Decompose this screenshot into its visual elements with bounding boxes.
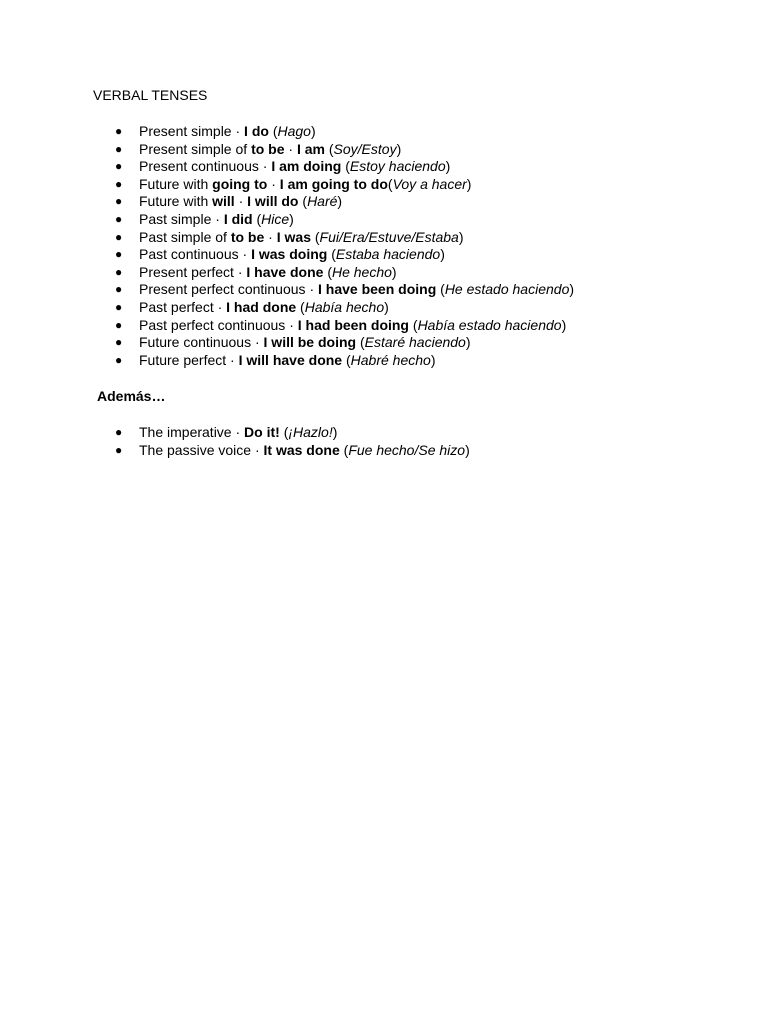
separator: · — [262, 158, 268, 175]
example-form: I am — [296, 140, 325, 157]
tense-name: Future with — [139, 175, 213, 192]
separator: · — [215, 210, 220, 227]
tense-name: Past simple of — [139, 228, 231, 245]
example-form: I do — [244, 123, 269, 139]
tense-name: Past perfect — [139, 298, 218, 315]
tense-keyword: going to — [212, 175, 268, 192]
list-item: ● Present simple of to be · I am (Soy/Estoy) — [115, 140, 402, 157]
tense-name: Past continuous — [139, 246, 243, 263]
list-item: ● Future with will · I will do (Haré) — [115, 193, 343, 210]
bullet-icon: ● — [115, 317, 123, 332]
tense-keyword: to be — [251, 140, 285, 157]
list-item: ● The passive voice · It was done (Fue hecho/Se hizo) — [115, 441, 470, 458]
list-item: ● Present simple · I do (Hago) — [115, 123, 316, 139]
bullet-icon: ● — [115, 211, 123, 226]
tense-name: Future perfect — [139, 351, 231, 368]
spanish-translation: Fue hecho/Se hizo — [348, 441, 466, 458]
spacer — [311, 229, 315, 245]
separator: · — [289, 316, 294, 333]
spanish-translation: Estaré haciendo — [364, 334, 466, 351]
spacer — [340, 442, 344, 458]
list-item: ● Present perfect continuous · I have been doing (He estado haciendo) — [115, 281, 575, 298]
list-item: ● Past continuous · I was doing (Estaba haciendo) — [115, 246, 445, 263]
separator: · — [271, 175, 276, 192]
list-item: ● Past simple of to be · I was (Fui/Era/Estuve/Estaba) — [115, 228, 464, 245]
tense-name: Future continuous — [139, 334, 255, 351]
list-item: ● Future with going to · I am going to do(Voy a hacer) — [115, 175, 472, 192]
spanish-translation: Haré — [307, 193, 338, 210]
separator: · — [237, 263, 243, 280]
example-form: I have been doing — [318, 281, 437, 298]
example-form: I was — [276, 228, 311, 245]
bullet-icon: ● — [115, 335, 123, 350]
spacer — [269, 123, 273, 139]
separator: · — [238, 193, 244, 210]
separator: · — [242, 246, 248, 263]
tense-list — [0, 123, 574, 369]
spacer — [356, 334, 360, 350]
spanish-translation: Había estado haciendo — [417, 316, 562, 333]
spanish-translation: Estaba haciendo — [335, 246, 441, 263]
tense-name: Present perfect — [139, 263, 238, 280]
example-form: I was doing — [251, 246, 328, 263]
example-form: I am going to do — [279, 175, 388, 192]
separator: · — [217, 298, 223, 315]
tense-name: The imperative — [139, 424, 236, 440]
spacer — [280, 424, 284, 440]
bullet-icon: ● — [115, 299, 123, 314]
spanish-translation: Hice — [261, 210, 290, 227]
spacer — [341, 158, 345, 174]
example-form: I will do — [247, 193, 299, 210]
tense-name: Present simple — [139, 123, 236, 139]
tense-name: Present continuous — [139, 158, 263, 175]
bullet-icon: ● — [115, 229, 123, 244]
tense-name: Past simple — [139, 210, 216, 227]
separator: · — [268, 228, 273, 245]
spanish-translation: Fui/Era/Estuve/Estaba — [319, 228, 459, 245]
spanish-translation: Voy a hacer — [392, 175, 467, 192]
list-item: ● Future perfect · I will have done (Habré hecho) — [115, 351, 436, 368]
spacer — [323, 264, 327, 280]
spanish-translation: ¡Hazlo! — [288, 424, 333, 440]
spanish-translation: Estoy haciendo — [349, 158, 446, 175]
bullet-icon: ● — [115, 352, 123, 367]
separator: · — [309, 281, 315, 298]
example-form: I will have done — [238, 351, 343, 368]
spanish-translation: Había hecho — [304, 298, 385, 315]
tense-name: Future with — [139, 193, 213, 210]
spacer — [409, 317, 413, 333]
list-item: ● The imperative · Do it! (¡Hazlo!) — [115, 424, 338, 440]
spacer — [342, 352, 346, 368]
spanish-translation: Soy/Estoy — [333, 140, 397, 157]
bullet-icon: ● — [115, 176, 123, 191]
spacer — [327, 246, 331, 262]
list-item: ● Past perfect · I had done (Había hecho) — [115, 298, 389, 315]
list-item: ● Past simple · I did (Hice) — [115, 210, 294, 227]
spacer — [299, 193, 303, 209]
bullet-icon: ● — [115, 141, 123, 156]
spanish-translation: Habré hecho — [350, 351, 431, 368]
list-item: ● Past perfect continuous · I had been doing (Había estado haciendo) — [115, 316, 567, 333]
example-form: I have done — [246, 263, 324, 280]
example-form: I am doing — [271, 158, 342, 175]
tense-keyword: to be — [230, 228, 265, 245]
separator: · — [235, 424, 241, 440]
document-title: VERBAL TENSES — [93, 87, 208, 103]
spanish-translation: Hago — [277, 123, 311, 139]
bullet-icon: ● — [115, 159, 123, 174]
bullet-icon: ● — [115, 247, 123, 262]
list-item: ● Future continuous · I will be doing (Estaré haciendo) — [115, 334, 471, 351]
bullet-icon: ● — [115, 282, 123, 297]
list-item: ● Present perfect · I have done (He hecho) — [115, 263, 397, 280]
spanish-translation: He estado haciendo — [444, 281, 570, 298]
tense-name: Present simple of — [139, 140, 252, 157]
bullet-icon: ● — [115, 124, 123, 138]
section-heading-ademas: Además… — [97, 388, 166, 404]
separator: · — [254, 441, 260, 458]
separator: · — [230, 351, 235, 368]
separator: · — [288, 140, 294, 157]
example-form: It was done — [263, 441, 340, 458]
separator: · — [254, 334, 260, 351]
bullet-icon: ● — [115, 425, 123, 439]
bullet-icon: ● — [115, 442, 123, 457]
separator: · — [235, 123, 241, 139]
bullet-icon: ● — [115, 194, 123, 209]
bullet-icon: ● — [115, 264, 123, 279]
example-form: I will be doing — [263, 334, 357, 351]
spacer — [253, 211, 257, 227]
tense-keyword: will — [212, 193, 235, 210]
spacer — [325, 141, 329, 157]
list-item: ● Present continuous · I am doing (Estoy haciendo) — [115, 158, 451, 175]
example-form: Do it! — [244, 424, 280, 440]
spacer — [436, 281, 440, 297]
spacer — [296, 299, 300, 315]
tense-name: The passive voice — [139, 441, 255, 458]
tense-name: Present perfect continuous — [139, 281, 310, 298]
extra-list — [0, 424, 470, 459]
spanish-translation: He hecho — [331, 263, 392, 280]
example-form: I had been doing — [297, 316, 409, 333]
example-form: I had done — [226, 298, 297, 315]
example-form: I did — [223, 210, 253, 227]
tense-name: Past perfect continuous — [139, 316, 290, 333]
